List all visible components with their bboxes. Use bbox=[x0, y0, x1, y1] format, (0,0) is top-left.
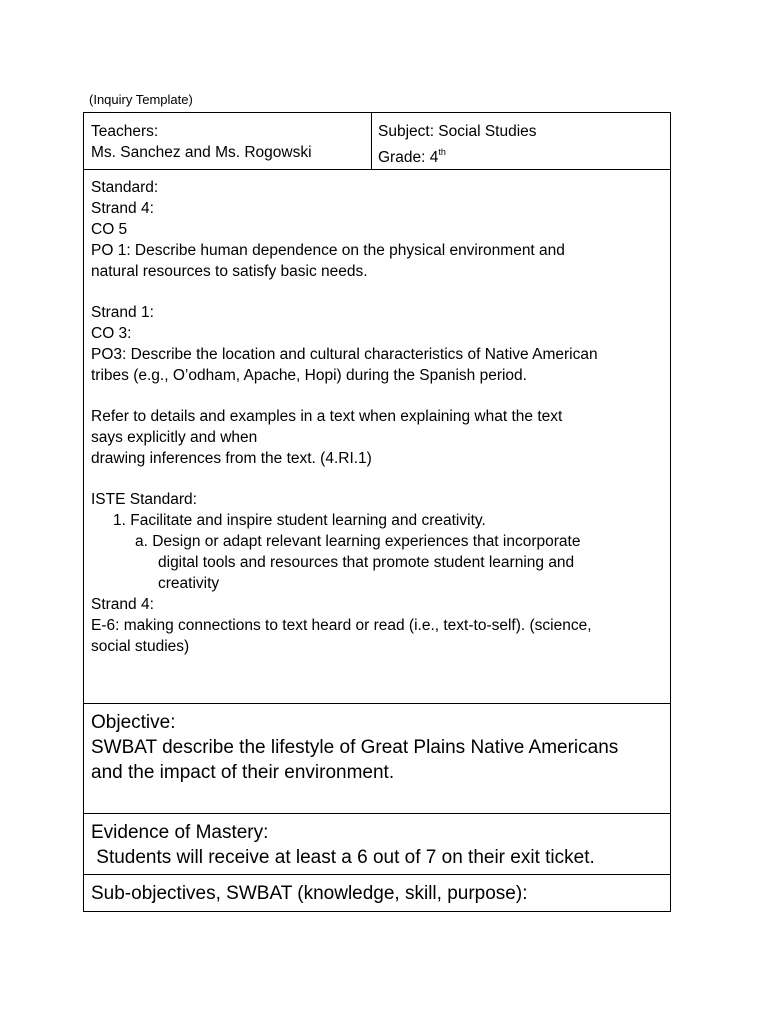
teachers-cell bbox=[91, 121, 312, 163]
po-3-line-1: PO3: Describe the location and cultural characteristics of Native American bbox=[91, 346, 598, 363]
evidence-label: Evidence of Mastery: bbox=[91, 822, 269, 843]
evidence-text: Students will receive at least a 6 out of 7 on their exit ticket. bbox=[91, 847, 595, 868]
subject-text: Subject: Social Studies bbox=[378, 123, 537, 140]
iste-standard-label: ISTE Standard: bbox=[91, 491, 197, 508]
row-divider-standards bbox=[84, 703, 670, 704]
co-5-label: CO 5 bbox=[91, 221, 128, 238]
objective-label: Objective: bbox=[91, 712, 176, 733]
po-3-line-2: tribes (e.g., O’odham, Apache, Hopi) during the Spanish period. bbox=[91, 367, 527, 384]
co-3-label: CO 3: bbox=[91, 325, 132, 342]
evidence-of-mastery-cell bbox=[91, 820, 595, 870]
teachers-label: Teachers: bbox=[91, 123, 159, 140]
subject-grade-cell bbox=[378, 121, 537, 168]
grade-text bbox=[378, 142, 537, 168]
standard-label: Standard: bbox=[91, 179, 159, 196]
ri-standard-line-1: Refer to details and examples in a text when explaining what the text bbox=[91, 408, 563, 425]
iste-item-1: 1. Facilitate and inspire student learning and creativity. bbox=[113, 512, 486, 529]
row-divider-objective bbox=[84, 813, 670, 814]
grade-label: Grade: 4 bbox=[378, 149, 439, 166]
iste-sub-item-a-line-3: creativity bbox=[158, 575, 220, 592]
e-6-line-2: social studies) bbox=[91, 638, 190, 655]
template-caption: (Inquiry Template) bbox=[89, 92, 193, 107]
e-6-line-1: E-6: making connections to text heard or read (i.e., text-to-self). (science, bbox=[91, 617, 592, 634]
grade-superscript: th bbox=[438, 147, 446, 157]
row-divider-header bbox=[84, 169, 670, 170]
ri-standard-line-3: drawing inferences from the text. (4.RI.1) bbox=[91, 450, 372, 467]
objective-line-1: SWBAT describe the lifestyle of Great Plains Native Americans bbox=[91, 737, 619, 758]
iste-sub-item-a-line-2: digital tools and resources that promote student learning and bbox=[158, 554, 575, 571]
po-1-line-1: PO 1: Describe human dependence on the physical environment and bbox=[91, 242, 565, 259]
header-column-divider bbox=[371, 113, 372, 169]
objective-line-2: and the impact of their environment. bbox=[91, 762, 395, 783]
strand-1-label: Strand 1: bbox=[91, 304, 154, 321]
sub-objectives-cell bbox=[91, 881, 527, 906]
iste-sub-item-a-line-1: a. Design or adapt relevant learning experiences that incorporate bbox=[135, 533, 581, 550]
sub-objectives-label: Sub-objectives, SWBAT (knowledge, skill, purpose): bbox=[91, 883, 528, 904]
standards-cell bbox=[91, 177, 598, 657]
po-1-line-2: natural resources to satisfy basic needs. bbox=[91, 263, 368, 280]
teachers-value: Ms. Sanchez and Ms. Rogowski bbox=[91, 144, 312, 161]
ri-standard-line-2: says explicitly and when bbox=[91, 429, 258, 446]
row-divider-evidence bbox=[84, 874, 670, 875]
strand-4-label: Strand 4: bbox=[91, 200, 154, 217]
lesson-plan-table bbox=[83, 112, 671, 912]
objective-cell bbox=[91, 710, 618, 785]
strand-4b-label: Strand 4: bbox=[91, 596, 154, 613]
